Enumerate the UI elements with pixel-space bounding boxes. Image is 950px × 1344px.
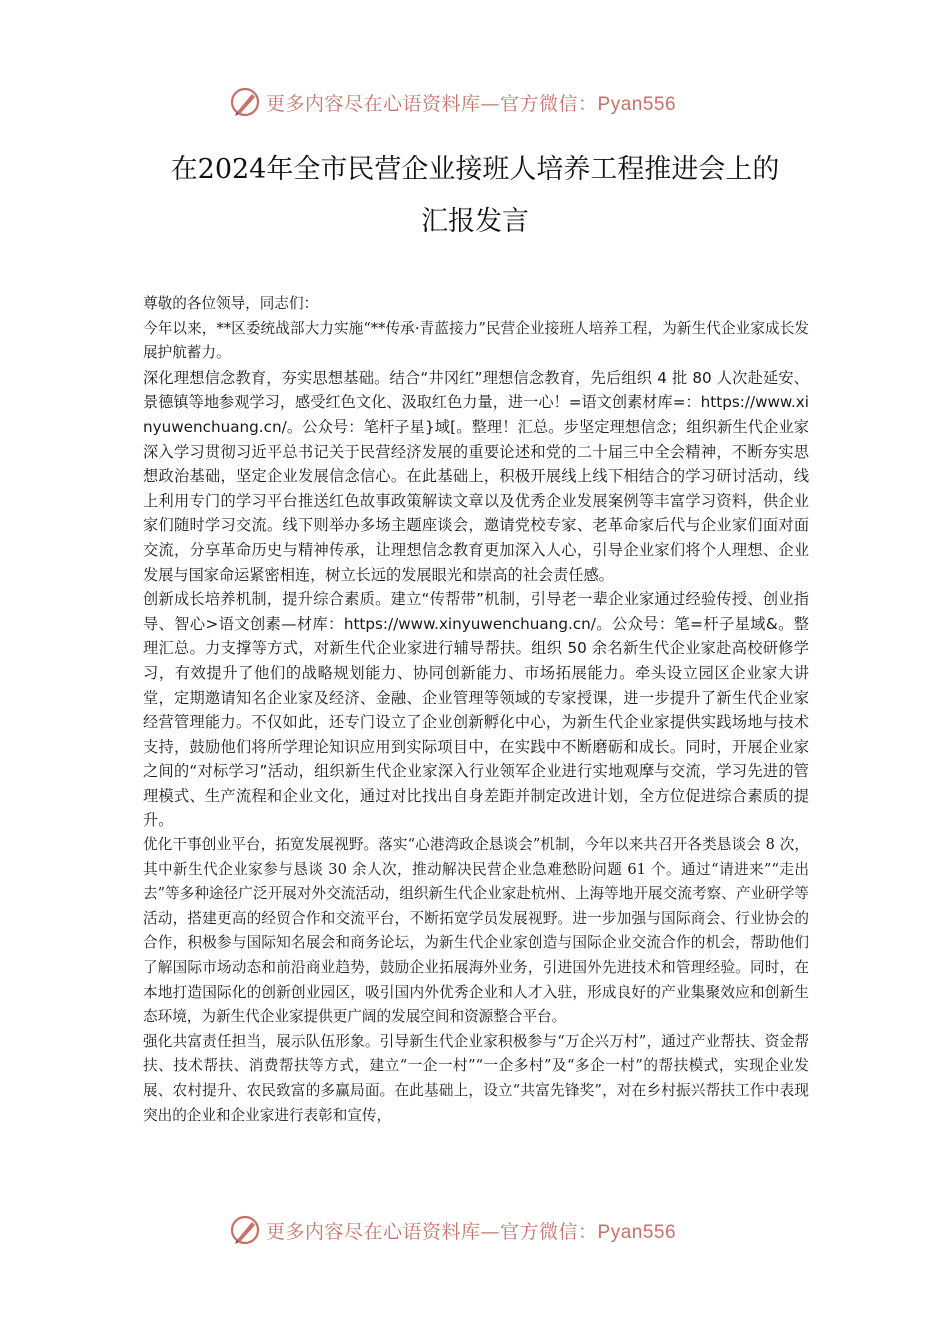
banner-text: 更多内容尽在心语资料库—官方微信：Pyan556	[266, 1220, 677, 1243]
paragraph-platform-optimization: 优化干事创业平台，拓宽发展视野。落实“心港湾政企恳谈会”机制，今年以来共召开各类恳谈会 8 次，其中新生代企业家参与恳谈 30 余人次，推动解决民营企业急难愁盼问题 61 个。通过“请进来”“走出去”等多种途径广泛开展对外交流活动，组织新生代企业家赴杭州、上海等地开展交流考察、产业研学等活动，搭建更高的经贸合作和交流平台，不断拓宽学员发展视野。进一步加强与国际商会、行业协会的合作，积极参与国际知名展会和商务论坛，为新生代企业家创造与国际企业交流合作的机会，帮助他们了解国际市场动态和前沿商业趋势，鼓励企业拓展海外业务，引进国外先进技术和管理经验。同时，在本地打造国际化的创新创业园区，吸引国内外优秀企业和人才入驻，形成良好的产业集聚效应和创新生态环境，为新生代企业家提供更广阔的发展空间和资源整合平台。	[143, 836, 809, 1026]
banner-text: 更多内容尽在心语资料库—官方微信：Pyan556	[266, 92, 677, 115]
document-title-line-2: 汇报发言	[421, 206, 529, 237]
paragraph-training-mechanism: 创新成长培养机制，提升综合素质。建立“传帮带”机制，引导老一辈企业家通过经验传授、创业指导、智心>语文创素—材库：https://www.xinyuwenchuang.cn/。公众号：笔=杆子星域&。整理汇总。力支撑等方式，对新生代企业家进行辅导帮扶。组织 50 余名新生代企业家赴高校研修学习，有效提升了他们的战略规划能力、协同创新能力、市场拓展能力。牵头设立园区企业家大讲堂，定期邀请知名企业家及经济、金融、企业管理等领域的专家授课，进一步提升了新生代企业家经营管理能力。不仅如此，还专门设立了企业创新孵化中心，为新生代企业家提供实践场地与技术支持，鼓励他们将所学理论知识应用到实际项目中，在实践中不断磨砺和成长。同时，开展企业家之间的“对标学习”活动，组织新生代企业家深入行业领军企业进行实地观摩与交流，学习先进的管理模式、生产流程和企业文化，通过对比找出自身差距并制定改进计划，全方位促进综合素质的提升。	[143, 590, 809, 830]
paragraph-ideals-education: 深化理想信念教育，夯实思想基础。结合“井冈红”理想信念教育，先后组织 4 批 80 人次赴延安、景德镇等地参观学习，感受红色文化、汲取红色力量，进一心！=语文创素材库=：https://www.xinyuwenchuang.cn/。公众号：笔杆子星}域[。整理！汇总。步坚定理想信念；组织新生代企业家深入学习贯彻习近平总书记关于民营经济发展的重要论述和党的二十届三中全会精神，不断夯实思想政治基础，坚定企业发展信念信心。在此基础上，积极开展线上线下相结合的学习研讨活动，线上利用专门的学习平台推送红色故事政策解读文章以及优秀企业发展案例等丰富学习资料，供企业家们随时学习交流。线下则举办多场主题座谈会，邀请党校专家、老革命家后代与企业家们面对面交流，分享革命历史与精神传承，让理想信念教育更加深入人心，引导企业家们将个人理想、企业发展与国家命运紧密相连，树立长远的发展眼光和崇高的社会责任感。	[143, 368, 809, 584]
pen-logo-icon	[228, 1213, 262, 1247]
intro-paragraph: 今年以来，**区委统战部大力实施“**传承·青蓝接力”民营企业接班人培养工程，为新生代企业家成长发展护航蓄力。	[143, 319, 809, 362]
pen-logo-icon	[228, 85, 262, 119]
salutation: 尊敬的各位领导，同志们：	[143, 295, 319, 312]
document-title-line-1: 在2024年全市民营企业接班人培养工程推进会上的	[170, 154, 780, 185]
watermark-banner-bottom	[228, 1212, 748, 1248]
watermark-banner-top	[228, 84, 748, 120]
banner-wechat-id: Pyan556	[597, 1221, 677, 1243]
document-body	[143, 292, 809, 1128]
banner-wechat-id: Pyan556	[597, 93, 677, 115]
paragraph-common-prosperity: 强化共富责任担当，展示队伍形象。引导新生代企业家积极参与“万企兴万村”，通过产业帮扶、资金帮扶、技术帮扶、消费帮扶等方式，建立“一企一村”“一企多村”及“多企一村”的帮扶模式，实现企业发展、农村提升、农民致富的多赢局面。在此基础上，设立“共富先锋奖”，对在乡村振兴帮扶工作中表现突出的企业和企业家进行表彰和宣传，	[143, 1032, 809, 1124]
